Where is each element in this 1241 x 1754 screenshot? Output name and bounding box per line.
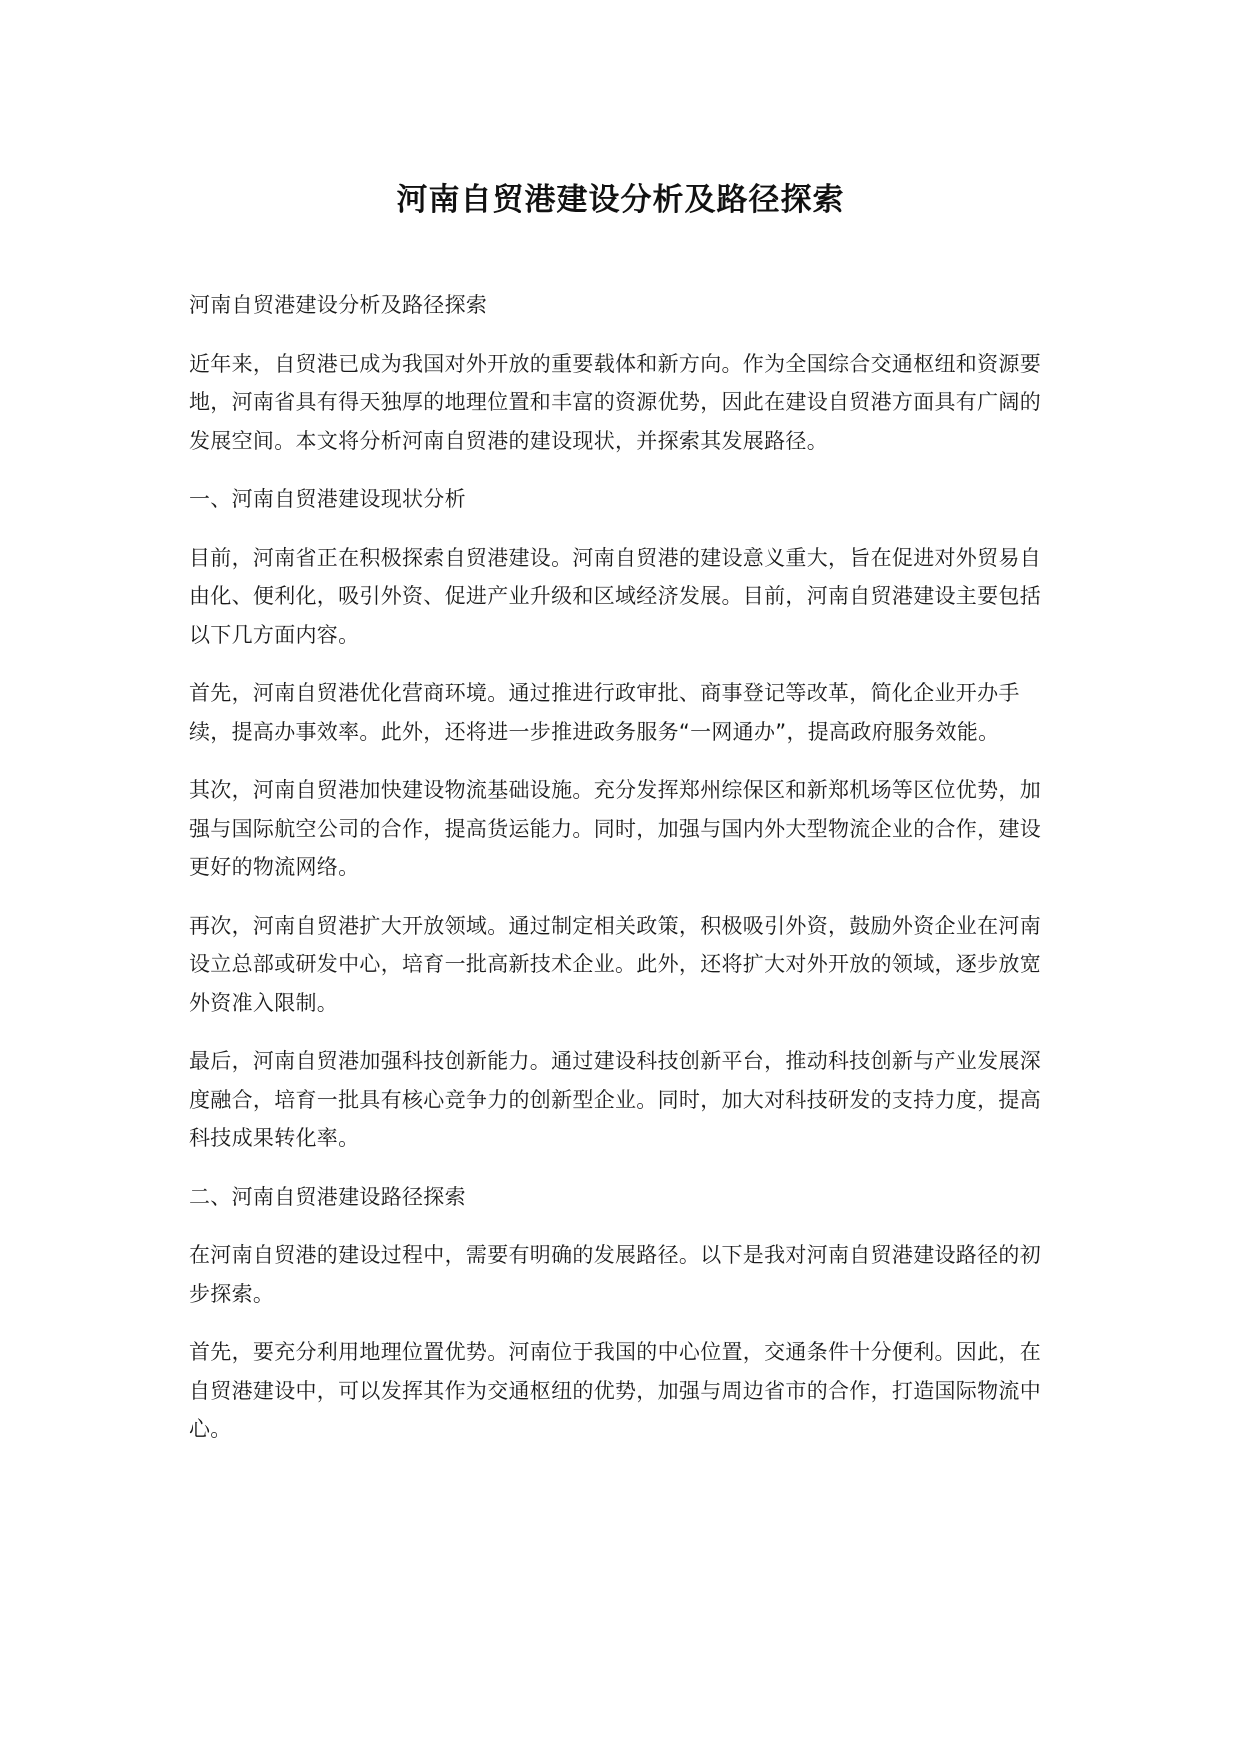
document-body <box>189 286 1049 1469</box>
section-heading-status: 一、河南自贸港建设现状分析 <box>189 487 466 511</box>
business-environment-paragraph: 首先，河南自贸港优化营商环境。通过推进行政审批、商事登记等改革，简化企业开办手续，提高办事效率。此外，还将进一步推进政务服务“一网通办”，提高政府服务效能。 <box>189 681 1020 744</box>
section-heading-path: 二、河南自贸港建设路径探索 <box>189 1184 466 1209</box>
subtitle-paragraph: 河南自贸港建设分析及路径探索 <box>189 293 488 317</box>
document-title: 河南自贸港建设分析及路径探索 <box>396 182 845 218</box>
logistics-paragraph: 其次，河南自贸港加快建设物流基础设施。充分发挥郑州综保区和新郑机场等区位优势，加强与国际航空公司的合作，提高货运能力。同时，加强与国内外大型物流企业的合作，建设更好的物流网络。 <box>189 778 1041 879</box>
intro-paragraph: 近年来，自贸港已成为我国对外开放的重要载体和新方向。作为全国综合交通枢纽和资源要地，河南省具有得天独厚的地理位置和丰富的资源优势，因此在建设自贸港方面具有广阔的发展空间。本文将分析河南自贸港的建设现状，并探索其发展路径。 <box>189 351 1041 453</box>
status-overview-paragraph: 目前，河南省正在积极探索自贸港建设。河南自贸港的建设意义重大，旨在促进对外贸易自由化、便利化，吸引外资、促进产业升级和区域经济发展。目前，河南自贸港建设主要包括以下几方面内容。 <box>189 545 1041 647</box>
geography-paragraph: 首先，要充分利用地理位置优势。河南位于我国的中心位置，交通条件十分便利。因此，在自贸港建设中，可以发挥其作为交通枢纽的优势，加强与周边省市的合作，打造国际物流中心。 <box>189 1340 1041 1441</box>
innovation-paragraph: 最后，河南自贸港加强科技创新能力。通过建设科技创新平台，推动科技创新与产业发展深度融合，培育一批具有核心竞争力的创新型企业。同时，加大对科技研发的支持力度，提高科技成果转化率。 <box>189 1049 1041 1150</box>
opening-up-paragraph: 再次，河南自贸港扩大开放领域。通过制定相关政策，积极吸引外资，鼓励外资企业在河南设立总部或研发中心，培育一批高新技术企业。此外，还将扩大对外开放的领域，逐步放宽外资准入限制。 <box>189 913 1041 1015</box>
path-intro-paragraph: 在河南自贸港的建设过程中，需要有明确的发展路径。以下是我对河南自贸港建设路径的初步探索。 <box>189 1243 1041 1306</box>
